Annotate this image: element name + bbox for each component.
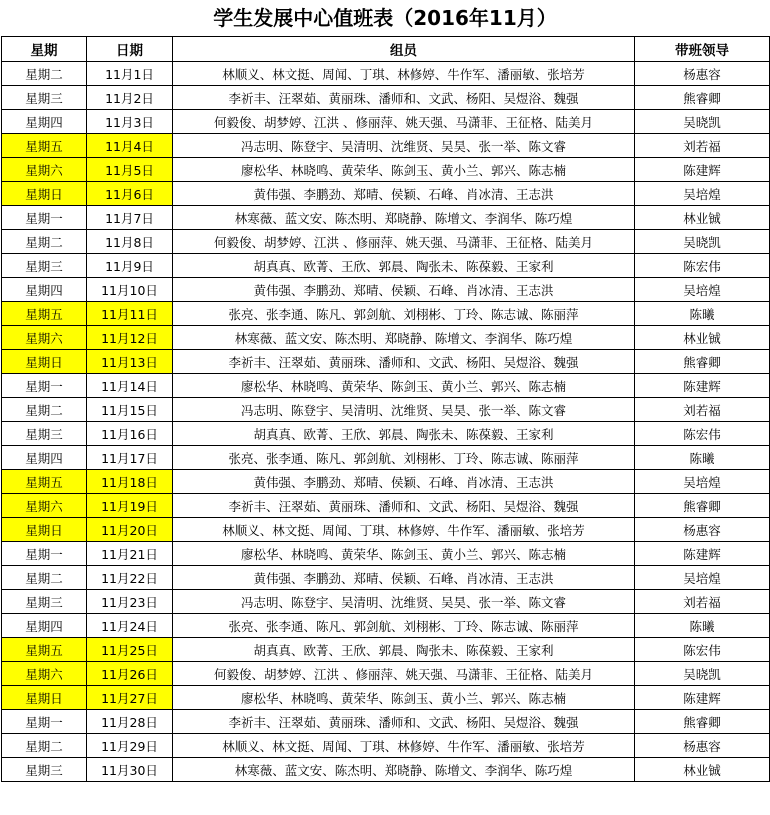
members-cell: 廖松华、林晓鸣、黄荣华、陈剑玉、黄小兰、郭兴、陈志楠 bbox=[173, 542, 635, 566]
leader-cell: 陈建辉 bbox=[635, 374, 770, 398]
members-cell: 林顺义、林文挺、周闻、丁琪、林修婷、牛作军、潘丽敏、张培芳 bbox=[173, 734, 635, 758]
weekday-cell: 星期一 bbox=[2, 710, 87, 734]
date-cell: 11月9日 bbox=[87, 254, 173, 278]
weekday-cell: 星期三 bbox=[2, 86, 87, 110]
members-cell: 廖松华、林晓鸣、黄荣华、陈剑玉、黄小兰、郭兴、陈志楠 bbox=[173, 374, 635, 398]
date-cell: 11月24日 bbox=[87, 614, 173, 638]
members-cell: 黄伟强、李鹏劲、郑晴、侯颖、石峰、肖冰清、王志洪 bbox=[173, 278, 635, 302]
header-weekday: 星期 bbox=[2, 37, 87, 62]
date-cell: 11月16日 bbox=[87, 422, 173, 446]
weekday-cell: 星期五 bbox=[2, 302, 87, 326]
leader-cell: 吴晓凯 bbox=[635, 230, 770, 254]
members-cell: 何毅俊、胡梦婷、江洪 、修丽萍、姚天强、马潇菲、王征格、陆美月 bbox=[173, 662, 635, 686]
leader-cell: 吴培煌 bbox=[635, 470, 770, 494]
weekday-cell: 星期三 bbox=[2, 590, 87, 614]
table-row bbox=[2, 566, 770, 590]
members-cell: 冯志明、陈登宇、吴清明、沈维贤、吴昊、张一举、陈文睿 bbox=[173, 134, 635, 158]
table-row bbox=[2, 206, 770, 230]
weekday-cell: 星期一 bbox=[2, 542, 87, 566]
members-cell: 黄伟强、李鹏劲、郑晴、侯颖、石峰、肖冰清、王志洪 bbox=[173, 566, 635, 590]
leader-cell: 刘若福 bbox=[635, 134, 770, 158]
table-row bbox=[2, 374, 770, 398]
leader-cell: 杨惠容 bbox=[635, 518, 770, 542]
date-cell: 11月22日 bbox=[87, 566, 173, 590]
date-cell: 11月12日 bbox=[87, 326, 173, 350]
weekday-cell: 星期日 bbox=[2, 182, 87, 206]
table-row bbox=[2, 254, 770, 278]
table-header-row bbox=[2, 37, 770, 62]
weekday-cell: 星期四 bbox=[2, 110, 87, 134]
table-row bbox=[2, 638, 770, 662]
date-cell: 11月5日 bbox=[87, 158, 173, 182]
table-row bbox=[2, 662, 770, 686]
date-cell: 11月27日 bbox=[87, 686, 173, 710]
table-row bbox=[2, 230, 770, 254]
weekday-cell: 星期五 bbox=[2, 470, 87, 494]
header-members: 组员 bbox=[173, 37, 635, 62]
members-cell: 何毅俊、胡梦婷、江洪 、修丽萍、姚天强、马潇菲、王征格、陆美月 bbox=[173, 110, 635, 134]
date-cell: 11月17日 bbox=[87, 446, 173, 470]
leader-cell: 吴培煌 bbox=[635, 278, 770, 302]
table-row bbox=[2, 734, 770, 758]
leader-cell: 陈建辉 bbox=[635, 686, 770, 710]
leader-cell: 刘若福 bbox=[635, 398, 770, 422]
date-cell: 11月7日 bbox=[87, 206, 173, 230]
weekday-cell: 星期日 bbox=[2, 518, 87, 542]
members-cell: 张亮、张李通、陈凡、郭剑航、刘栩彬、丁玲、陈志诚、陈丽萍 bbox=[173, 302, 635, 326]
weekday-cell: 星期四 bbox=[2, 614, 87, 638]
leader-cell: 吴晓凯 bbox=[635, 110, 770, 134]
members-cell: 廖松华、林晓鸣、黄荣华、陈剑玉、黄小兰、郭兴、陈志楠 bbox=[173, 686, 635, 710]
members-cell: 胡真真、欧菁、王欣、郭晨、陶张未、陈葆毅、王家利 bbox=[173, 422, 635, 446]
weekday-cell: 星期四 bbox=[2, 446, 87, 470]
date-cell: 11月25日 bbox=[87, 638, 173, 662]
table-row bbox=[2, 134, 770, 158]
page-title: 学生发展中心值班表（2016年11月） bbox=[213, 6, 557, 30]
table-row bbox=[2, 110, 770, 134]
header-leader: 带班领导 bbox=[635, 37, 770, 62]
weekday-cell: 星期三 bbox=[2, 254, 87, 278]
leader-cell: 林业铖 bbox=[635, 206, 770, 230]
table-row bbox=[2, 758, 770, 782]
members-cell: 何毅俊、胡梦婷、江洪 、修丽萍、姚天强、马潇菲、王征格、陆美月 bbox=[173, 230, 635, 254]
date-cell: 11月4日 bbox=[87, 134, 173, 158]
members-cell: 冯志明、陈登宇、吴清明、沈维贤、吴昊、张一举、陈文睿 bbox=[173, 398, 635, 422]
date-cell: 11月26日 bbox=[87, 662, 173, 686]
leader-cell: 陈建辉 bbox=[635, 542, 770, 566]
table-row bbox=[2, 86, 770, 110]
weekday-cell: 星期三 bbox=[2, 758, 87, 782]
table-row bbox=[2, 710, 770, 734]
weekday-cell: 星期二 bbox=[2, 62, 87, 86]
date-cell: 11月18日 bbox=[87, 470, 173, 494]
leader-cell: 陈宏伟 bbox=[635, 422, 770, 446]
weekday-cell: 星期二 bbox=[2, 398, 87, 422]
weekday-cell: 星期五 bbox=[2, 134, 87, 158]
table-row bbox=[2, 446, 770, 470]
date-cell: 11月23日 bbox=[87, 590, 173, 614]
weekday-cell: 星期六 bbox=[2, 494, 87, 518]
weekday-cell: 星期四 bbox=[2, 278, 87, 302]
members-cell: 张亮、张李通、陈凡、郭剑航、刘栩彬、丁玲、陈志诚、陈丽萍 bbox=[173, 446, 635, 470]
members-cell: 李祈丰、汪翠茹、黄丽珠、潘师和、文武、杨阳、吴煜浴、魏强 bbox=[173, 350, 635, 374]
table-row bbox=[2, 158, 770, 182]
leader-cell: 熊睿卿 bbox=[635, 494, 770, 518]
members-cell: 李祈丰、汪翠茹、黄丽珠、潘师和、文武、杨阳、吴煜浴、魏强 bbox=[173, 86, 635, 110]
table-row bbox=[2, 470, 770, 494]
leader-cell: 陈宏伟 bbox=[635, 638, 770, 662]
date-cell: 11月29日 bbox=[87, 734, 173, 758]
leader-cell: 林业铖 bbox=[635, 326, 770, 350]
weekday-cell: 星期二 bbox=[2, 734, 87, 758]
table-row bbox=[2, 350, 770, 374]
weekday-cell: 星期二 bbox=[2, 566, 87, 590]
date-cell: 11月8日 bbox=[87, 230, 173, 254]
table-row bbox=[2, 542, 770, 566]
leader-cell: 刘若福 bbox=[635, 590, 770, 614]
leader-cell: 吴培煌 bbox=[635, 182, 770, 206]
leader-cell: 吴培煌 bbox=[635, 566, 770, 590]
leader-cell: 陈曦 bbox=[635, 614, 770, 638]
members-cell: 胡真真、欧菁、王欣、郭晨、陶张未、陈葆毅、王家利 bbox=[173, 638, 635, 662]
date-cell: 11月1日 bbox=[87, 62, 173, 86]
date-cell: 11月21日 bbox=[87, 542, 173, 566]
table-row bbox=[2, 518, 770, 542]
leader-cell: 吴晓凯 bbox=[635, 662, 770, 686]
table-row bbox=[2, 590, 770, 614]
date-cell: 11月19日 bbox=[87, 494, 173, 518]
header-date: 日期 bbox=[87, 37, 173, 62]
weekday-cell: 星期二 bbox=[2, 230, 87, 254]
members-cell: 冯志明、陈登宇、吴清明、沈维贤、吴昊、张一举、陈文睿 bbox=[173, 590, 635, 614]
date-cell: 11月30日 bbox=[87, 758, 173, 782]
members-cell: 林寒薇、蓝文安、陈杰明、郑晓静、陈增文、李润华、陈巧煌 bbox=[173, 758, 635, 782]
leader-cell: 陈曦 bbox=[635, 446, 770, 470]
leader-cell: 熊睿卿 bbox=[635, 86, 770, 110]
date-cell: 11月13日 bbox=[87, 350, 173, 374]
leader-cell: 林业铖 bbox=[635, 758, 770, 782]
date-cell: 11月14日 bbox=[87, 374, 173, 398]
weekday-cell: 星期日 bbox=[2, 686, 87, 710]
leader-cell: 杨惠容 bbox=[635, 62, 770, 86]
date-cell: 11月28日 bbox=[87, 710, 173, 734]
table-row bbox=[2, 422, 770, 446]
leader-cell: 陈曦 bbox=[635, 302, 770, 326]
members-cell: 黄伟强、李鹏劲、郑晴、侯颖、石峰、肖冰清、王志洪 bbox=[173, 470, 635, 494]
table-row bbox=[2, 278, 770, 302]
leader-cell: 陈宏伟 bbox=[635, 254, 770, 278]
members-cell: 黄伟强、李鹏劲、郑晴、侯颖、石峰、肖冰清、王志洪 bbox=[173, 182, 635, 206]
date-cell: 11月10日 bbox=[87, 278, 173, 302]
weekday-cell: 星期日 bbox=[2, 350, 87, 374]
table-row bbox=[2, 62, 770, 86]
weekday-cell: 星期一 bbox=[2, 374, 87, 398]
duty-schedule-table bbox=[1, 36, 770, 782]
leader-cell: 陈建辉 bbox=[635, 158, 770, 182]
date-cell: 11月20日 bbox=[87, 518, 173, 542]
table-row bbox=[2, 398, 770, 422]
weekday-cell: 星期六 bbox=[2, 326, 87, 350]
members-cell: 廖松华、林晓鸣、黄荣华、陈剑玉、黄小兰、郭兴、陈志楠 bbox=[173, 158, 635, 182]
date-cell: 11月15日 bbox=[87, 398, 173, 422]
weekday-cell: 星期五 bbox=[2, 638, 87, 662]
leader-cell: 熊睿卿 bbox=[635, 710, 770, 734]
members-cell: 李祈丰、汪翠茹、黄丽珠、潘师和、文武、杨阳、吴煜浴、魏强 bbox=[173, 710, 635, 734]
table-row bbox=[2, 326, 770, 350]
date-cell: 11月11日 bbox=[87, 302, 173, 326]
date-cell: 11月6日 bbox=[87, 182, 173, 206]
leader-cell: 熊睿卿 bbox=[635, 350, 770, 374]
weekday-cell: 星期六 bbox=[2, 158, 87, 182]
date-cell: 11月2日 bbox=[87, 86, 173, 110]
leader-cell: 杨惠容 bbox=[635, 734, 770, 758]
members-cell: 林寒薇、蓝文安、陈杰明、郑晓静、陈增文、李润华、陈巧煌 bbox=[173, 206, 635, 230]
table-row bbox=[2, 182, 770, 206]
table-row bbox=[2, 686, 770, 710]
members-cell: 林顺义、林文挺、周闻、丁琪、林修婷、牛作军、潘丽敏、张培芳 bbox=[173, 62, 635, 86]
members-cell: 张亮、张李通、陈凡、郭剑航、刘栩彬、丁玲、陈志诚、陈丽萍 bbox=[173, 614, 635, 638]
weekday-cell: 星期一 bbox=[2, 206, 87, 230]
members-cell: 胡真真、欧菁、王欣、郭晨、陶张未、陈葆毅、王家利 bbox=[173, 254, 635, 278]
members-cell: 李祈丰、汪翠茹、黄丽珠、潘师和、文武、杨阳、吴煜浴、魏强 bbox=[173, 494, 635, 518]
weekday-cell: 星期三 bbox=[2, 422, 87, 446]
members-cell: 林顺义、林文挺、周闻、丁琪、林修婷、牛作军、潘丽敏、张培芳 bbox=[173, 518, 635, 542]
date-cell: 11月3日 bbox=[87, 110, 173, 134]
table-row bbox=[2, 614, 770, 638]
table-row bbox=[2, 302, 770, 326]
table-row bbox=[2, 494, 770, 518]
weekday-cell: 星期六 bbox=[2, 662, 87, 686]
members-cell: 林寒薇、蓝文安、陈杰明、郑晓静、陈增文、李润华、陈巧煌 bbox=[173, 326, 635, 350]
